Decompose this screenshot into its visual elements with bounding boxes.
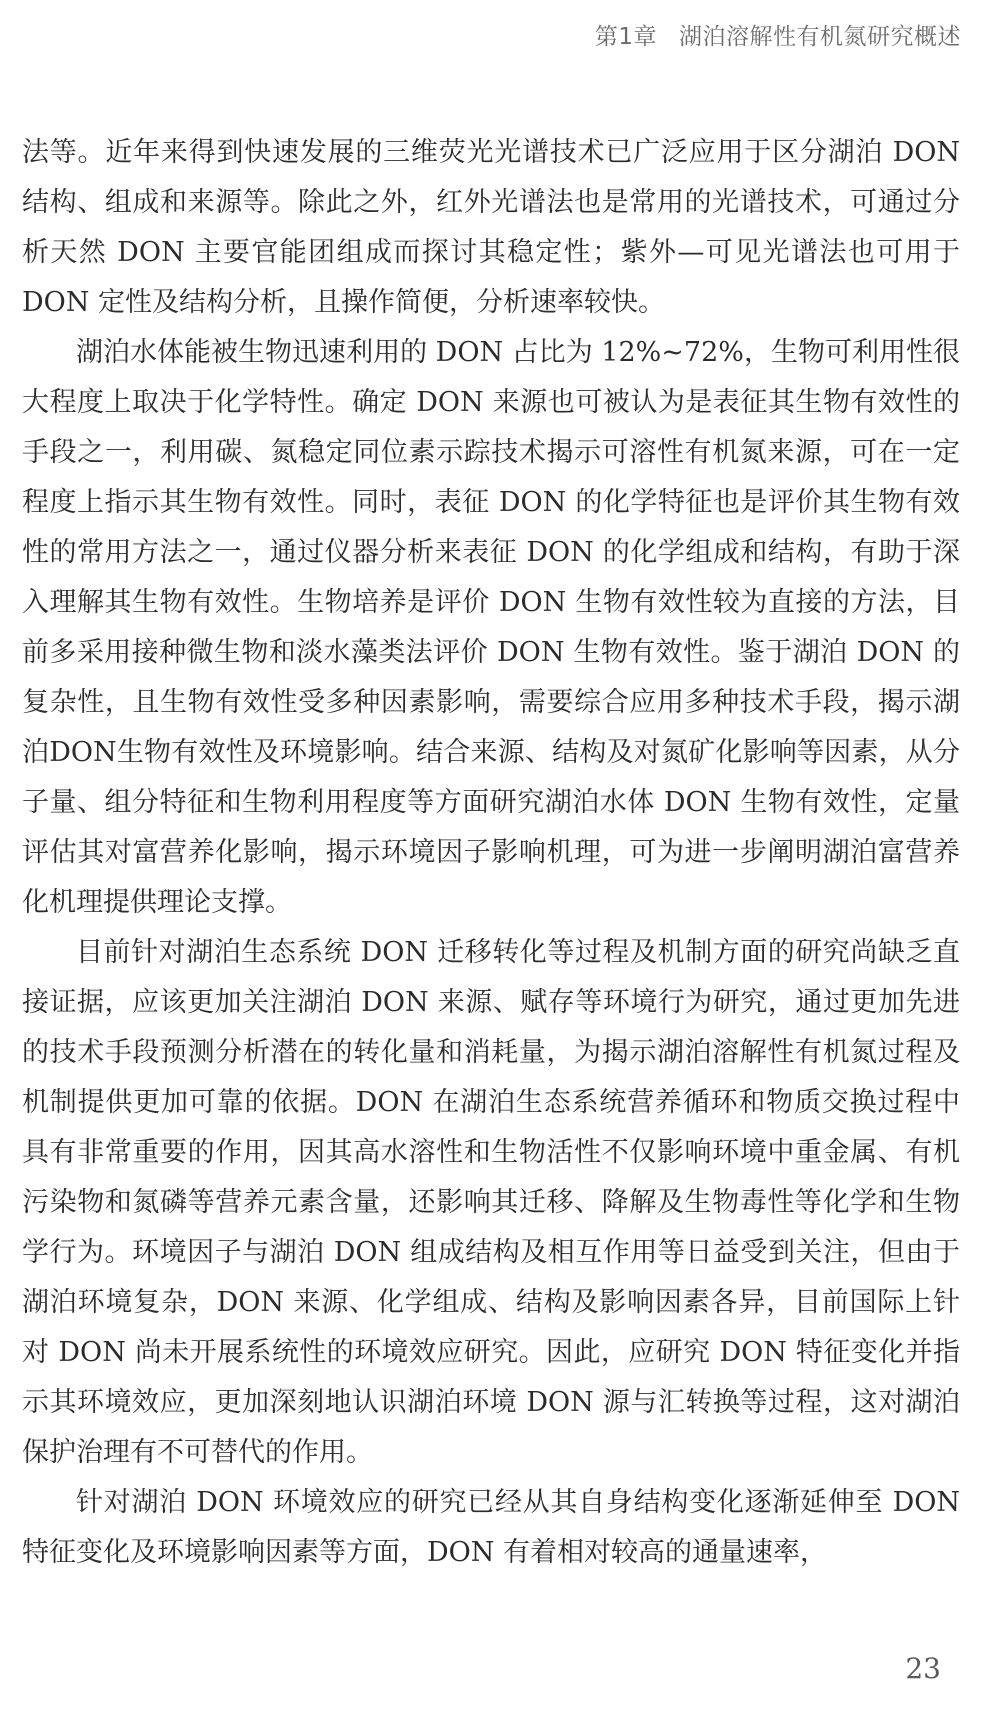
chapter-label: 第1章	[594, 24, 657, 50]
running-header	[595, 18, 961, 51]
page-number: 23	[905, 1652, 941, 1685]
body-text	[22, 128, 960, 1578]
paragraph: 湖泊水体能被生物迅速利用的 DON 占比为 12%~72%，生物可利用性很大程度上取决于化学特性。确定 DON 来源也可被认为是表征其生物有效性的手段之一，利用碳、氮稳定同位素示踪技术揭示可溶性有机氮来源，可在一定程度上指示其生物有效性。同时，表征 DON 的化学特征也是评价其生物有效性的常用方法之一，通过仪器分析来表征 DON 的化学组成和结构，有助于深入理解其生物有效性。生物培养是评价 DON 生物有效性较为直接的方法，目前多采用接种微生物和淡水藻类法评价 DON 生物有效性。鉴于湖泊 DON 的复杂性，且生物有效性受多种因素影响，需要综合应用多种技术手段，揭示湖泊DON生物有效性及环境影响。结合来源、结构及对氮矿化影响等因素，从分子量、组分特征和生物利用程度等方面研究湖泊水体 DON 生物有效性，定量评估其对富营养化影响，揭示环境因子影响机理，可为进一步阐明湖泊富营养化机理提供理论支撑。	[22, 337, 960, 918]
paragraph: 目前针对湖泊生态系统 DON 迁移转化等过程及机制方面的研究尚缺乏直接证据，应该更加关注湖泊 DON 来源、赋存等环境行为研究，通过更加先进的技术手段预测分析潜在的转化量和消耗量，为揭示湖泊溶解性有机氮过程及机制提供更加可靠的依据。DON 在湖泊生态系统营养循环和物质交换过程中具有非常重要的作用，因其高水溶性和生物活性不仅影响环境中重金属、有机污染物和氮磷等营养元素含量，还影响其迁移、降解及生物毒性等化学和生物学行为。环境因子与湖泊 DON 组成结构及相互作用等日益受到关注，但由于湖泊环境复杂，DON 来源、化学组成、结构及影响因素各异，目前国际上针对 DON 尚未开展系统性的环境效应研究。因此，应研究 DON 特征变化并指示其环境效应，更加深刻地认识湖泊环境 DON 源与汇转换等过程，这对湖泊保护治理有不可替代的作用。	[22, 937, 960, 1468]
chapter-title: 湖泊溶解性有机氮研究概述	[679, 24, 961, 50]
paragraph: 针对湖泊 DON 环境效应的研究已经从其自身结构变化逐渐延伸至 DON 特征变化及环境影响因素等方面，DON 有着相对较高的通量速率，	[22, 1487, 960, 1568]
paragraph-continued: 法等。近年来得到快速发展的三维荧光光谱技术已广泛应用于区分湖泊 DON 结构、组成和来源等。除此之外，红外光谱法也是常用的光谱技术，可通过分析天然 DON 主要官能团组成而探讨其稳定性；紫外—可见光谱法也可用于 DON 定性及结构分析，且操作简便，分析速率较快。	[22, 137, 960, 318]
